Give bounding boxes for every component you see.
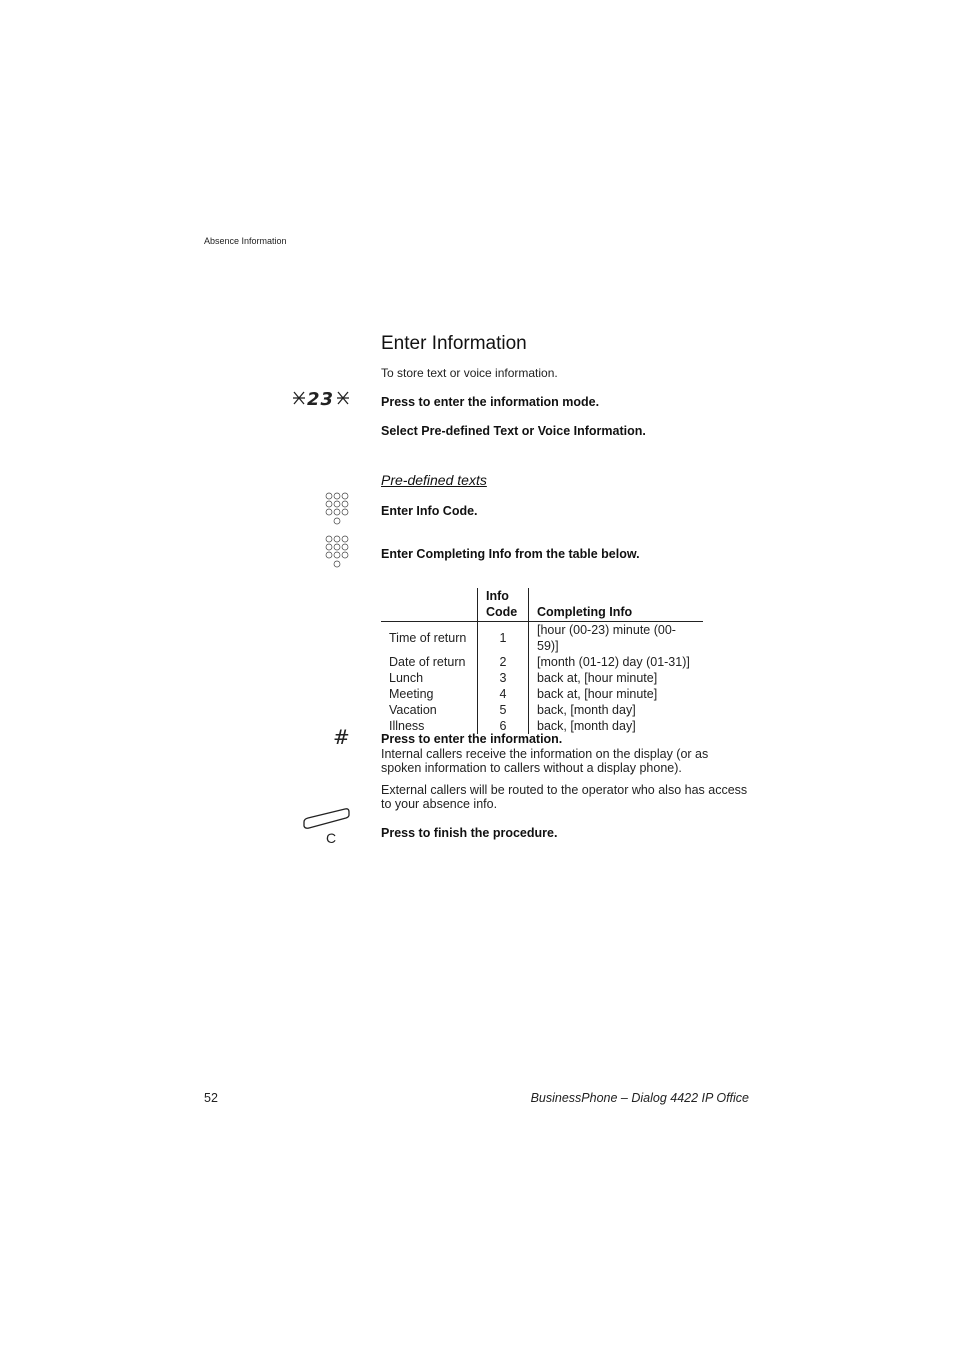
table-row bbox=[381, 702, 703, 718]
table-cell: [month (01-12) day (01-31)] bbox=[537, 655, 690, 669]
keypad-icon bbox=[325, 535, 351, 571]
table-cell: 6 bbox=[478, 718, 529, 734]
page-title: Enter Information bbox=[381, 333, 527, 354]
table-row bbox=[381, 654, 703, 670]
svg-text:23: 23 bbox=[307, 389, 335, 410]
info-code-table bbox=[381, 588, 703, 734]
table-cell: Illness bbox=[389, 719, 425, 733]
star-23-star-icon bbox=[292, 388, 352, 410]
table-row bbox=[381, 622, 703, 655]
handset-icon bbox=[301, 806, 353, 846]
table-cell: back, [month day] bbox=[537, 719, 636, 733]
footer-doc-title: BusinessPhone – Dialog 4422 IP Office bbox=[530, 1091, 749, 1105]
table-cell: 1 bbox=[478, 622, 529, 655]
table-cell: 5 bbox=[478, 702, 529, 718]
table-cell: 4 bbox=[478, 686, 529, 702]
table-cell: Date of return bbox=[389, 655, 466, 669]
table-header-completing-info: Completing Info bbox=[529, 588, 704, 622]
table-header-cell bbox=[381, 588, 478, 622]
table-cell: Vacation bbox=[389, 703, 437, 717]
subheading-predefined-texts: Pre-defined texts bbox=[381, 472, 487, 488]
table-row bbox=[381, 670, 703, 686]
running-head: Absence Information bbox=[204, 236, 287, 246]
hash-key-icon: # bbox=[333, 725, 350, 749]
step-finish-procedure: Press to finish the procedure. bbox=[381, 826, 558, 840]
table-cell: back at, [hour minute] bbox=[537, 687, 658, 701]
table-cell: 2 bbox=[478, 654, 529, 670]
table-cell: back, [month day] bbox=[537, 703, 636, 717]
intro-text: To store text or voice information. bbox=[381, 366, 558, 380]
step-select-predefined: Select Pre-defined Text or Voice Information. bbox=[381, 424, 646, 438]
keypad-icon bbox=[325, 492, 351, 528]
table-header-info-code bbox=[478, 588, 529, 622]
step-enter-info-code: Enter Info Code. bbox=[381, 504, 478, 518]
table-cell: Meeting bbox=[389, 687, 434, 701]
star-code-icon bbox=[292, 388, 352, 415]
step-internal-callers-text: Internal callers receive the information on the display (or as spoken information to callers without a display phone). bbox=[381, 747, 709, 775]
step-external-callers-text: External callers will be routed to the operator who also has access to your absence info. bbox=[381, 783, 748, 811]
step-enter-completing-info: Enter Completing Info from the table below. bbox=[381, 547, 640, 561]
clear-key-label: C bbox=[326, 830, 337, 846]
table-cell: back at, [hour minute] bbox=[537, 671, 658, 685]
step-press-enter-information: Press to enter the information. bbox=[381, 732, 563, 746]
table-cell: Time of return bbox=[389, 631, 467, 645]
page-number: 52 bbox=[204, 1091, 218, 1105]
step-enter-info-mode: Press to enter the information mode. bbox=[381, 395, 600, 409]
table-header-row bbox=[381, 588, 703, 622]
table-cell: 3 bbox=[478, 670, 529, 686]
table-cell: [hour (00-23) minute (00-59)] bbox=[537, 623, 676, 653]
info-code-header-text: Info Code bbox=[486, 589, 518, 619]
table-row bbox=[381, 686, 703, 702]
table-cell: Lunch bbox=[389, 671, 424, 685]
